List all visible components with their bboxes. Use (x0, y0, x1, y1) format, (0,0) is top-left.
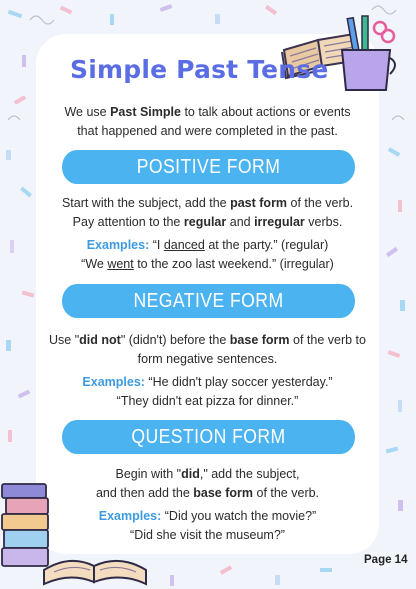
positive-form-banner: POSITIVE FORM (62, 150, 355, 184)
question-form-examples: Examples: “Did you watch the movie?” “Did she visit the museum?” (98, 509, 317, 542)
negative-form-banner: NEGATIVE FORM (62, 284, 355, 318)
examples-label: Examples: (82, 375, 145, 389)
question-form-banner: QUESTION FORM (62, 420, 355, 454)
pencil-cup-icon (336, 14, 398, 96)
examples-label: Examples: (86, 238, 150, 252)
positive-form-examples: Examples: “I danced at the party.” (regular) “We went to the zoo last weekend.” (irregular) (81, 238, 334, 271)
page-title: Simple Past Tense (70, 55, 329, 84)
question-form-text: Begin with "did," add the subject, and then add the base form of the verb. (95, 467, 320, 500)
page-number: Page 14 (364, 554, 408, 566)
intro-text: We use Past Simple to talk about actions or events that happened and were completed in the past. (64, 105, 351, 138)
examples-label: Examples: (98, 509, 162, 523)
positive-form-text: Start with the subject, add the past form of the verb. Pay attention to the regular and irregular verbs. (61, 196, 354, 229)
negative-form-text: Use "did not" (didn't) before the base form of the verb to form negative sentences. (49, 333, 366, 366)
negative-form-examples: Examples: “He didn't play soccer yesterday.” “They didn't eat pizza for dinner.” (82, 375, 333, 408)
